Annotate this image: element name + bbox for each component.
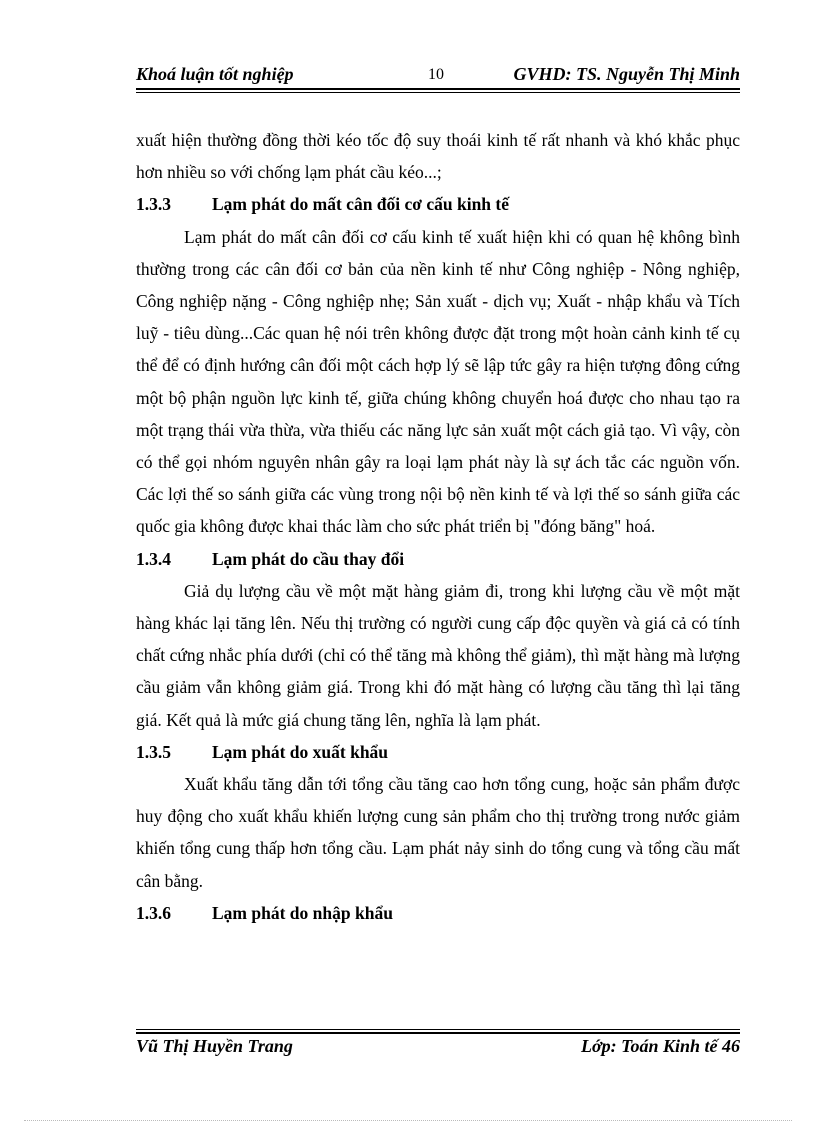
paragraph: Xuất khẩu tăng dẫn tới tổng cầu tăng cao hơn tổng cung, hoặc sản phẩm được huy động cho xuất khẩu khiến lượng cung sản phẩm cho thị trường trong nước giảm khiến tổng cung thấp hơn tổng cầu. Lạm phát nảy sinh do tổng cung và tổng cầu mất cân bằng.	[136, 774, 740, 891]
footer-author: Vũ Thị Huyền Trang	[136, 1036, 293, 1056]
paragraph: Giả dụ lượng cầu về một mặt hàng giảm đi, trong khi lượng cầu về một mặt hàng khác lại tăng lên. Nếu thị trường có người cung cấp độc quyền và giá cả có tính chất cứng nhắc phía dưới (chỉ có thể tăng mà không thể giảm), thì mặt hàng mà lượng cầu giảm vẫn không giảm giá. Trong khi đó mặt hàng có lượng cầu tăng thì lại tăng giá. Kết quả là mức giá chung tăng lên, nghĩa là lạm phát.	[136, 580, 740, 730]
section-heading-1-3-3	[136, 188, 740, 220]
section-heading-1-3-6	[136, 897, 740, 929]
page-number: 10	[428, 66, 444, 83]
footer-rule-thick	[136, 1032, 740, 1034]
page-footer	[136, 1036, 740, 1062]
section-heading-1-3-5	[136, 736, 740, 768]
footer-rule-thin	[136, 1029, 740, 1030]
section-title: Lạm phát do cầu thay đổi	[212, 548, 405, 569]
header-thesis-title: Khoá luận tốt nghiệp	[136, 64, 294, 84]
section-number: 1.3.5	[136, 741, 171, 762]
header-rule-thin	[136, 92, 740, 93]
section-number: 1.3.4	[136, 548, 171, 569]
section-title: Lạm phát do xuất khẩu	[212, 741, 389, 762]
section-number: 1.3.3	[136, 194, 171, 215]
paragraph: Lạm phát do mất cân đối cơ cấu kinh tế xuất hiện khi có quan hệ không bình thường trong các cân đối cơ bản của nền kinh tế như Công nghiệp - Nông nghiệp, Công nghiệp nặng - Công nghiệp nhẹ; Sản xuất - dịch vụ; Xuất - nhập khẩu và Tích luỹ - tiêu dùng...Các quan hệ nói trên không được đặt trong một hoàn cảnh kinh tế cụ thể để có định hướng cân đối một cách hợp lý sẽ lập tức gây ra hiện tượng đông cứng một bộ phận nguồn lực kinh tế, giữa chúng không chuyển hoá được cho nhau tạo ra một trạng thái vừa thừa, vừa thiếu các năng lực sản xuất một cách giả tạo. Vì vậy, còn có thể gọi nhóm nguyên nhân gây ra loại lạm phát này là sự ách tắc các nguồn vốn. Các lợi thế so sánh giữa các vùng trong nội bộ nền kinh tế và lợi thế so sánh giữa các quốc gia không được khai thác làm cho sức phát triển bị "đóng băng" hoá.	[136, 226, 740, 537]
page-edge-dotted-line	[24, 1120, 792, 1121]
section-title: Lạm phát do nhập khẩu	[212, 902, 393, 923]
header-rule-thick	[136, 88, 740, 90]
section-number: 1.3.6	[136, 902, 171, 923]
footer-class: Lớp: Toán Kinh tế 46	[580, 1036, 740, 1056]
section-title: Lạm phát do mất cân đối cơ cấu kinh tế	[212, 194, 510, 215]
page-body	[136, 124, 740, 929]
header-supervisor: GVHD: TS. Nguyễn Thị Minh	[513, 64, 740, 84]
paragraph-continuation: xuất hiện thường đồng thời kéo tốc độ suy thoái kinh tế rất nhanh và khó khắc phục hơn nhiều so với chống lạm phát cầu kéo...;	[136, 130, 740, 183]
page-header	[136, 62, 740, 88]
section-heading-1-3-4	[136, 543, 740, 575]
